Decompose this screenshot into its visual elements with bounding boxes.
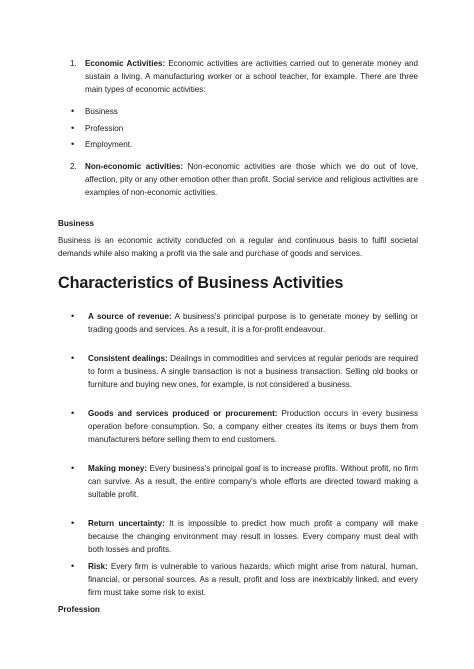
- profession-heading: Profession: [58, 605, 100, 614]
- list-item: • Business: [85, 105, 418, 118]
- business-paragraph: Business is an economic activity conducted on a regular and continuous basis to fulfil societal demands while also making a profit via the sale and purchase of goods and services.: [58, 236, 418, 258]
- item-title: Consistent dealings:: [88, 354, 168, 363]
- item-text: Production occurs in every business operation before consumption. So, a company either creates its items or buys them from manufacturers before selling them to end customers.: [88, 409, 418, 444]
- item-title: Non-economic activities:: [85, 162, 184, 171]
- characteristics-heading: Characteristics of Business Activities: [58, 274, 344, 292]
- list-item: [88, 560, 418, 599]
- item-title: Making money:: [88, 464, 148, 473]
- list-item: [88, 407, 418, 446]
- item-number: 2.: [70, 162, 77, 171]
- list-item: [88, 462, 418, 501]
- item-title: Risk:: [88, 562, 108, 571]
- item-text: It is impossible to predict how much profit a company will make because the changing environment may result in losses. Every company must deal with both losses and profits.: [88, 519, 418, 554]
- item-text: Economic activities are activities carried out to generate money and sustain a living. A manufacturing worker or a school teacher, for example. There are three main types of economic activities:: [85, 59, 418, 94]
- item-text: Non-economic activities are those which we do out of love, affection, pity or any other emotion other than profit. Social service and religious activities are examples of non-economic activities.: [85, 162, 418, 197]
- list-item: • Profession: [85, 122, 418, 135]
- economic-activity-types-list: [58, 105, 418, 151]
- item-text: Dealings in commodities and services at regular periods are required to form a business. A single transaction is not a business transaction. Selling old books or furniture and buying new ones, for example, is not considered a business.: [88, 354, 418, 389]
- item-text: A business's principal purpose is to generate money by selling or trading goods and services. As a result, it is a for-profit endeavour.: [88, 312, 418, 334]
- business-heading: Business: [58, 219, 94, 228]
- list-item: [88, 310, 418, 336]
- numbered-item-non-economic-activities: [58, 160, 418, 199]
- item-text: Every business's principal goal is to increase profits. Without profit, no firm can survive. As a result, the entire company's whole efforts are directed toward making a suitable profit.: [88, 464, 418, 499]
- item-text: Every firm is vulnerable to various hazards, which might arise from natural, human, financial, or personal sources. As a result, profit and loss are inextricably linked, and every firm must take some risk to exist.: [88, 562, 418, 597]
- characteristics-list: [58, 310, 418, 599]
- item-title: Return uncertainty:: [88, 519, 165, 528]
- item-title: Economic Activities:: [85, 59, 166, 68]
- list-item: [88, 352, 418, 391]
- numbered-item-economic-activities: [58, 57, 418, 96]
- item-title: Goods and services produced or procurement:: [88, 409, 278, 418]
- item-title: A source of revenue:: [88, 312, 172, 321]
- list-item: [88, 517, 418, 556]
- list-item: • Employment.: [85, 138, 418, 151]
- item-number: 1.: [70, 59, 77, 68]
